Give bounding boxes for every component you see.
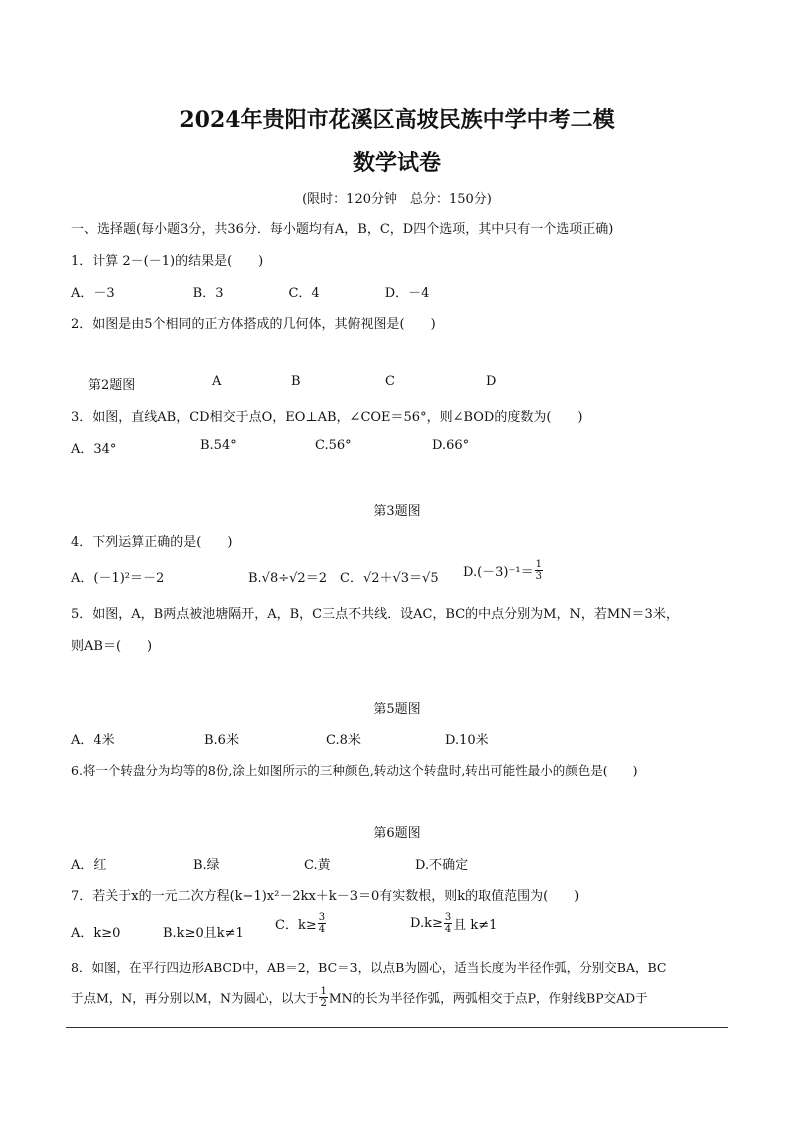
question-7-option-c-fraction: $\frac{3}{4}$: [318, 912, 326, 935]
question-6-option-c: C.黄: [304, 858, 331, 873]
question-6-figure-label: 第6题图: [373, 826, 421, 841]
question-2-option-c: C: [385, 374, 395, 389]
question-7-option-d: [410, 912, 497, 935]
question-5-figure-label: 第5题图: [373, 702, 421, 717]
question-6-option-a: A．红: [71, 858, 107, 873]
footer-divider: [66, 1027, 728, 1028]
question-7-stem: 7．若关于x的一元二次方程(k−1)x²－2kx＋k－3＝0有实数根，则k的取值范围为( ): [71, 889, 580, 904]
question-5-option-b: B.6米: [204, 733, 239, 748]
question-3-stem: 3．如图，直线AB，CD相交于点O，EO⊥AB，∠COE＝56°，则∠BOD的度数为( ): [71, 410, 583, 425]
question-2-option-a: A: [212, 374, 222, 389]
question-7-option-c: [275, 912, 327, 935]
question-1-stem: 1．计算 2－(－1)的结果是( ): [71, 254, 264, 269]
question-8-stem-line-2: [71, 986, 648, 1009]
question-8-stem-line-1: 8．如图，在平行四边形ABCD中，AB＝2，BC＝3，以点B为圆心，适当长度为半径作弧，分别交BA，BC: [71, 960, 667, 975]
question-7-option-d-suffix: 且 k≠1: [453, 918, 498, 933]
question-3-option-c: C.56°: [315, 438, 352, 453]
question-3-figure-label: 第3题图: [373, 504, 421, 519]
question-4-option-d-prefix: D.(－3)⁻¹＝: [463, 565, 534, 580]
page-subtitle: 数学试卷: [352, 150, 441, 176]
question-6-option-b: B.绿: [193, 858, 220, 873]
question-4-option-d-fraction: $\frac{1}{3}$: [535, 559, 542, 582]
question-7-option-a: A．k≥0: [71, 926, 121, 941]
page-title: 2024年贵阳市花溪区高坡民族中学中考二模: [179, 107, 615, 133]
question-7-option-d-fraction: $\frac{3}{4}$: [444, 912, 452, 935]
question-6-stem: 6.将一个转盘分为均等的8份,涂上如图所示的三种颜色,转动这个转盘时,转出可能性最小的颜色是( ): [71, 763, 638, 778]
question-2-option-d: D: [486, 374, 497, 389]
question-7-option-b: B.k≥0且k≠1: [163, 926, 244, 941]
question-6-option-d: D.不确定: [415, 858, 469, 873]
question-2-stem: 2．如图是由5个相同的正方体搭成的几何体，其俯视图是( ): [71, 317, 436, 332]
question-4-option-b: B.√8÷√2＝2: [248, 571, 327, 586]
question-5-option-a: A．4米: [71, 733, 115, 748]
question-5-option-c: C.8米: [326, 733, 361, 748]
question-3-option-d: D.66°: [432, 438, 470, 453]
question-3-option-b: B.54°: [200, 438, 237, 453]
question-5-stem-line-1: 5．如图，A，B两点被池塘隔开，A，B，C三点不共线．设AC，BC的中点分别为M，N，若MN＝3米，: [71, 607, 679, 622]
question-5-stem-line-2: 则AB＝( ): [71, 639, 153, 654]
question-4-stem: 4．下列运算正确的是( ): [71, 535, 233, 550]
section-heading: 一、选择题(每小题3分，共36分．每小题均有A，B，C，D四个选项，其中只有一个选项正确): [71, 222, 614, 237]
question-4-option-c: C．√2＋√3＝√5: [340, 571, 439, 586]
question-1-options: A．－3 B．3 C．4 D．－4: [71, 286, 430, 301]
question-8-fraction: $\frac{1}{2}$: [320, 986, 327, 1009]
question-8-stem-line-2-prefix: 于点M，N，再分别以M，N为圆心，以大于: [71, 990, 319, 1006]
question-7-option-c-prefix: C．k≥: [275, 918, 317, 933]
question-8-stem-line-2-suffix: MN的长为半径作弧，两弧相交于点P，作射线BP交AD于: [328, 990, 648, 1006]
question-2-figure-label: 第2题图: [88, 378, 136, 393]
exam-meta: (限时：120分钟 总分：150分): [302, 192, 492, 207]
question-2-option-b: B: [291, 374, 301, 389]
question-4-option-d: [463, 559, 544, 582]
question-5-option-d: D.10米: [445, 733, 489, 748]
question-4-option-a: A．(－1)²＝－2: [71, 571, 165, 586]
question-3-option-a: A．34°: [71, 442, 117, 457]
question-7-option-d-prefix: D.k≥: [410, 916, 443, 931]
